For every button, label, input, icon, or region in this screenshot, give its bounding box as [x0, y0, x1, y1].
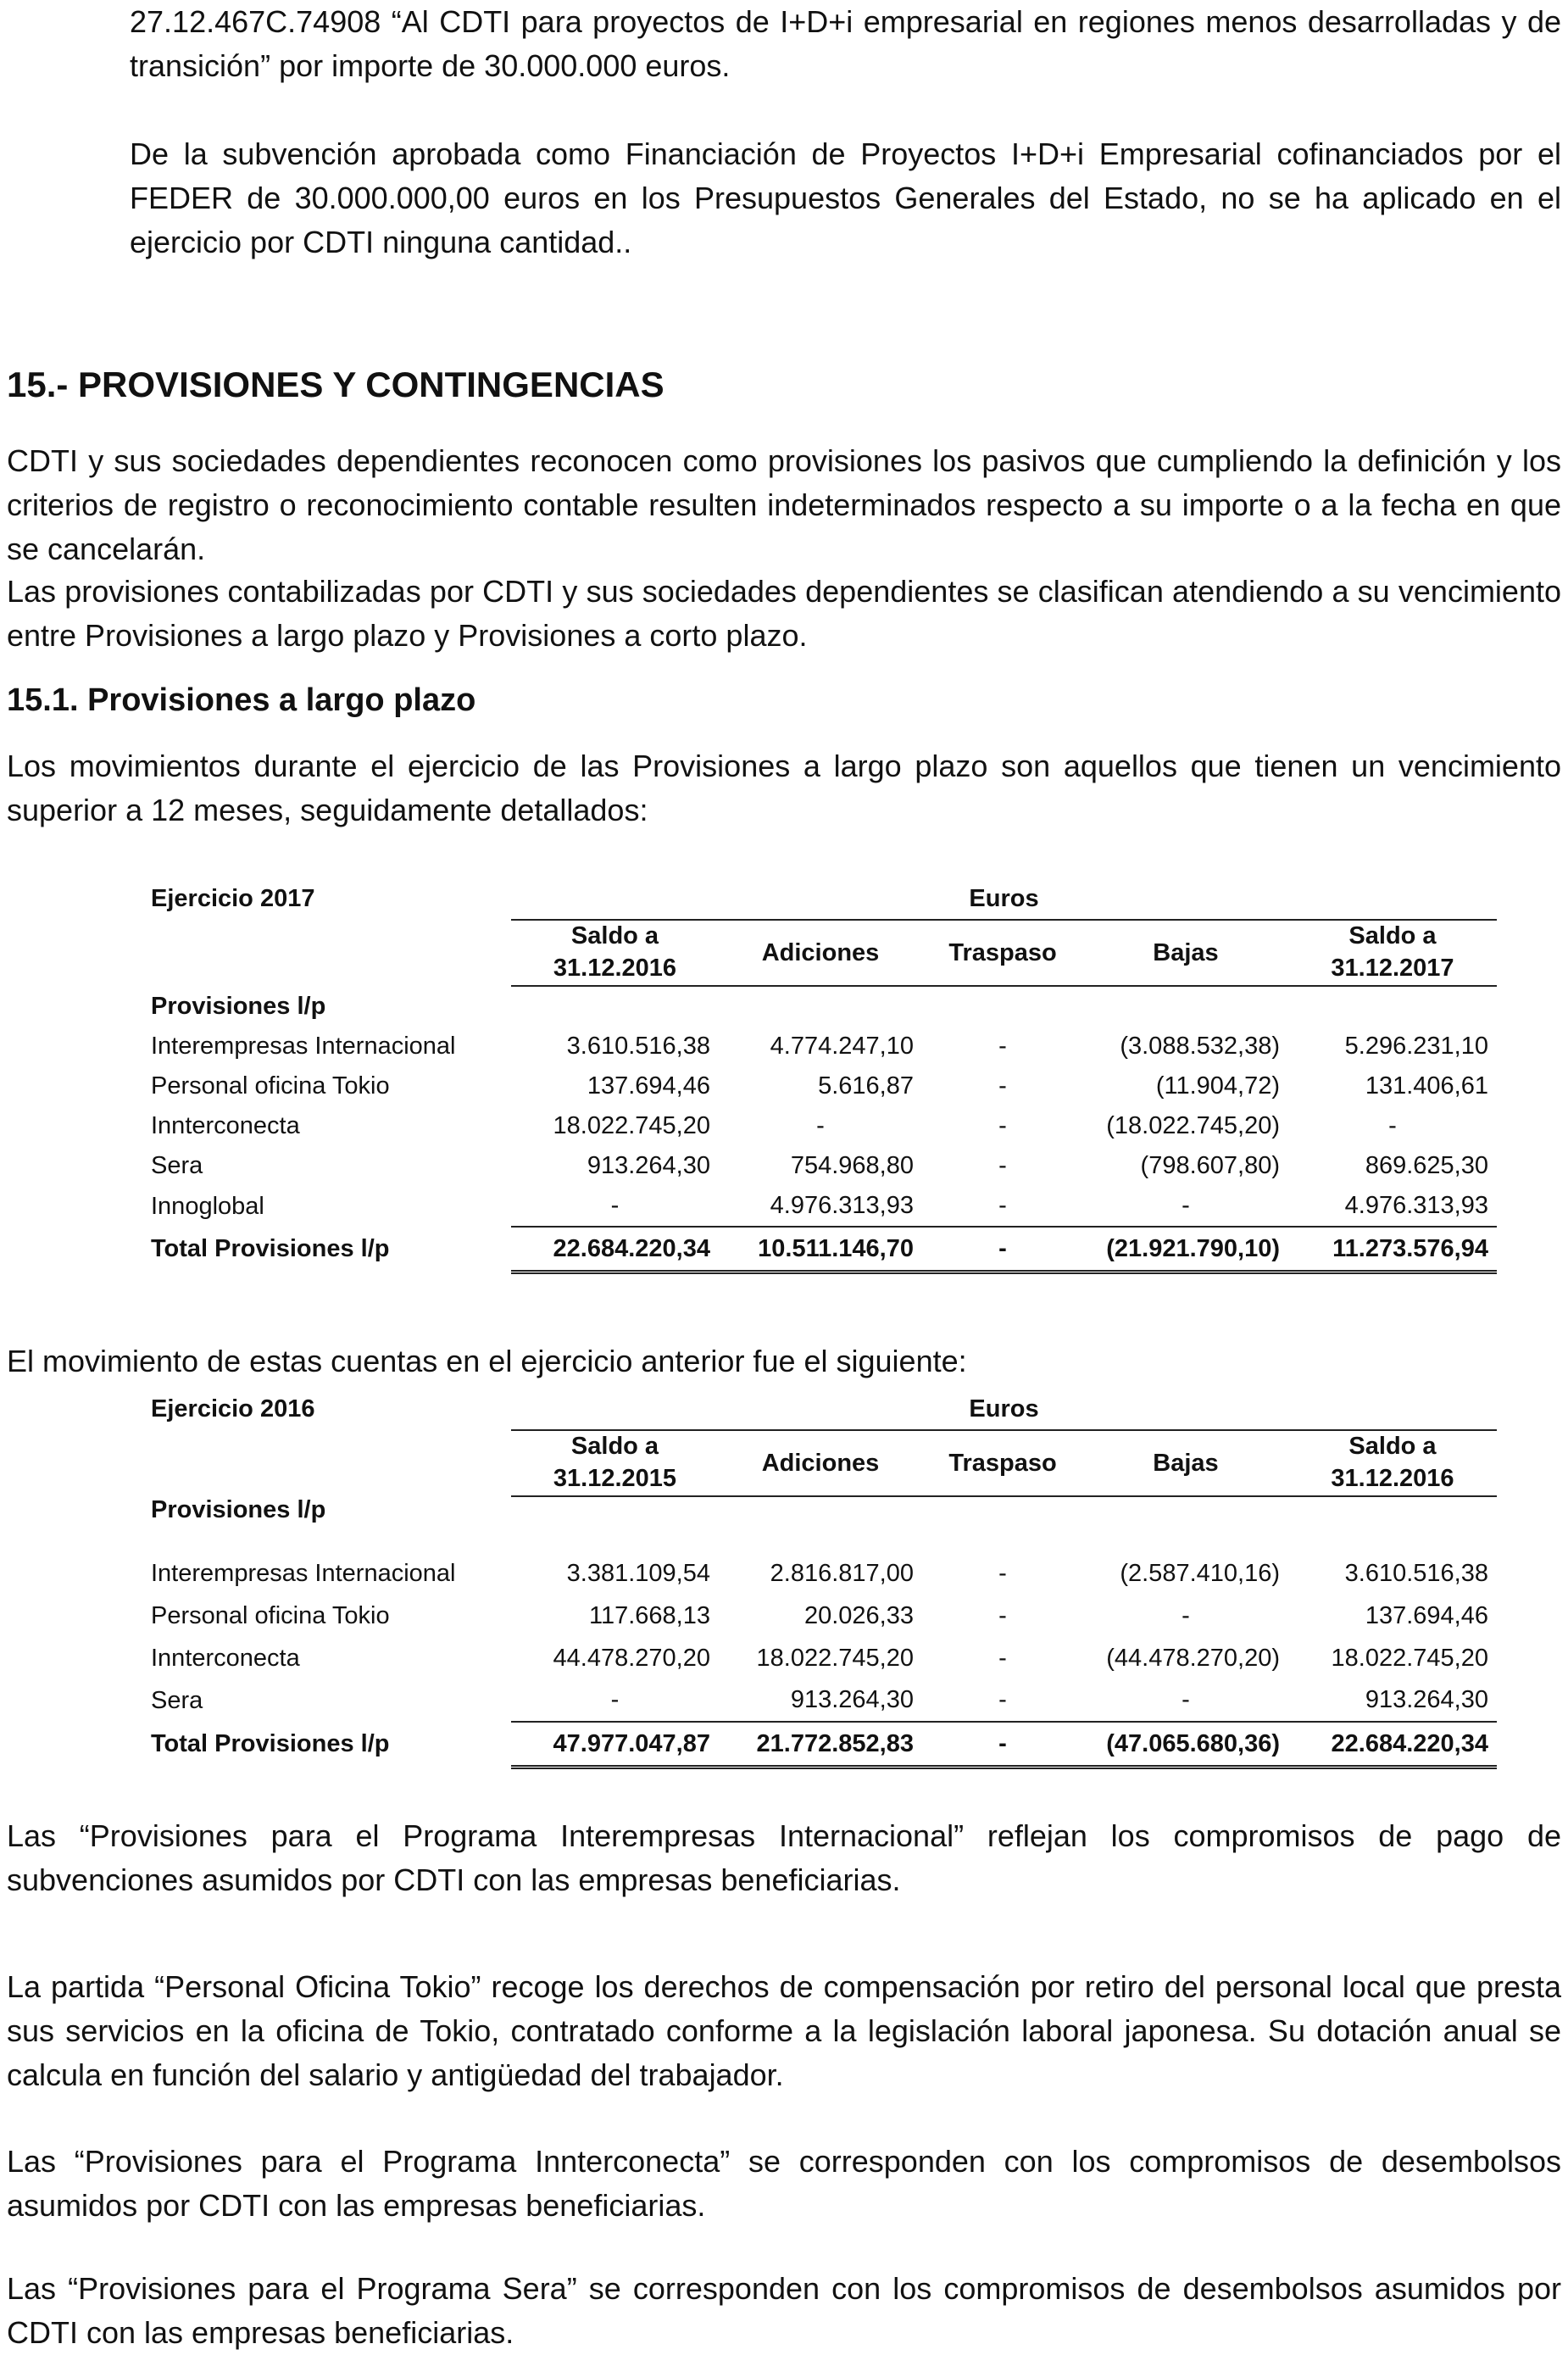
table-row — [146, 1106, 1497, 1146]
cell-value: 913.264,30 — [790, 1686, 914, 1713]
cell-value: (18.022.745,20) — [1106, 1112, 1280, 1139]
intro-subsidy-paragraph: De la subvención aprobada como Financiación de Proyectos I+D+i Empresarial cofinanciados por el FEDER de 30.000.000,00 euros en los Presupuestos Generales del Estado, no se ha aplicado en el ejercicio por CDTI ninguna cantidad.. — [130, 136, 1561, 259]
cell-value: - — [610, 1686, 620, 1713]
cell-value: 869.625,30 — [1365, 1152, 1488, 1179]
row-label: Personal oficina Tokio — [151, 1072, 390, 1100]
table-row — [146, 1552, 1497, 1595]
col-transfer-header: Traspaso — [922, 920, 1083, 986]
provisions-table-2016 — [146, 1389, 1497, 1769]
total-value: - — [922, 1227, 1083, 1272]
col-opening-balance-date: 31.12.2016 — [511, 951, 719, 986]
cell-value: - — [1182, 1192, 1190, 1219]
table-caption: Ejercicio 2017 — [151, 885, 315, 912]
cell-value: 137.694,46 — [1365, 1601, 1488, 1629]
cell-value: - — [816, 1112, 825, 1139]
row-label: Innterconecta — [151, 1112, 300, 1139]
col-disposals-header: Bajas — [1083, 920, 1288, 986]
col-disposals-header: Bajas — [1083, 1430, 1288, 1496]
cell-value: 20.026,33 — [803, 1601, 914, 1629]
intro-budget-line: 27.12.467C.74908 “Al CDTI para proyectos de I+D+i empresarial en regiones menos desarrolladas y de transición” por importe de 30.000.000 euros. — [130, 4, 1561, 83]
cell-value: 44.478.270,20 — [553, 1644, 710, 1672]
provisions-definition-paragraph: CDTI y sus sociedades dependientes reconocen como provisiones los pasivos que cumpliendo la definición y los criterios de registro o reconocimiento contable resulten indeterminados respecto a su importe o a la fecha en que se cancelarán. — [7, 443, 1561, 566]
table-total-row — [146, 1722, 1497, 1768]
cell-value: 5.296.231,10 — [1344, 1033, 1488, 1060]
cell-value: 913.264,30 — [587, 1152, 710, 1179]
cell-value: (44.478.270,20) — [1106, 1644, 1280, 1672]
section-title: 15.- PROVISIONES Y CONTINGENCIAS — [7, 365, 664, 404]
row-label: Interempresas Internacional — [151, 1559, 456, 1587]
col-opening-balance-label: Saldo a — [570, 922, 659, 949]
table-caption: Ejercicio 2016 — [151, 1395, 315, 1422]
total-label: Total Provisiones l/p — [151, 1235, 390, 1263]
table-row — [146, 1679, 1497, 1722]
col-additions-header: Adiciones — [719, 1430, 922, 1496]
sera-paragraph: Las “Provisiones para el Programa Sera” se corresponden con los compromisos de desembolsos asumidos por CDTI con las empresas beneficiarias. — [7, 2271, 1561, 2350]
provisions-classification-paragraph: Las provisiones contabilizadas por CDTI y sus sociedades dependientes se clasifican atendiendo a su vencimiento entre Provisiones a largo plazo y Provisiones a corto plazo. — [7, 574, 1561, 653]
table-row — [146, 1637, 1497, 1679]
col-closing-balance-label: Saldo a — [1348, 922, 1437, 949]
cell-value: - — [998, 1192, 1007, 1219]
table-row — [146, 1186, 1497, 1227]
cell-value: 18.022.745,20 — [756, 1644, 914, 1672]
cell-value: 4.774.247,10 — [770, 1033, 914, 1060]
interempresas-paragraph: Las “Provisiones para el Programa Interempresas Internacional” reflejan los compromisos de pago de subvenciones asumidos por CDTI con las empresas beneficiarias. — [7, 1818, 1561, 1897]
table-row — [146, 1595, 1497, 1637]
cell-value: - — [998, 1686, 1007, 1713]
group-label: Provisiones l/p — [151, 992, 326, 1020]
cell-value: - — [998, 1601, 1007, 1629]
cell-value: - — [1182, 1686, 1190, 1713]
cell-value: - — [998, 1152, 1007, 1179]
cell-value: 3.610.516,38 — [566, 1033, 710, 1060]
total-value: 11.273.576,94 — [1288, 1227, 1497, 1272]
cell-value: (798.607,80) — [1140, 1152, 1280, 1179]
col-additions-header: Adiciones — [719, 920, 922, 986]
cell-value: 18.022.745,20 — [553, 1112, 710, 1139]
col-transfer-header: Traspaso — [922, 1430, 1083, 1496]
cell-value: - — [998, 1072, 1007, 1100]
group-label: Provisiones l/p — [151, 1496, 326, 1523]
cell-value: 3.610.516,38 — [1344, 1559, 1488, 1587]
cell-value: - — [998, 1559, 1007, 1587]
cell-value: 754.968,80 — [790, 1152, 914, 1179]
table-row — [146, 1146, 1497, 1186]
total-value: (21.921.790,10) — [1083, 1227, 1288, 1272]
cell-value: 18.022.745,20 — [1331, 1644, 1488, 1672]
cell-value: 2.816.817,00 — [770, 1559, 914, 1587]
cell-value: 137.694,46 — [587, 1072, 710, 1100]
col-closing-balance-label: Saldo a — [1348, 1433, 1437, 1460]
row-label: Interempresas Internacional — [151, 1033, 456, 1060]
table-total-row — [146, 1227, 1497, 1272]
cell-value: - — [1388, 1112, 1397, 1139]
subsection-title: 15.1. Provisiones a largo plazo — [7, 682, 476, 718]
cell-value: - — [1182, 1601, 1190, 1629]
provisions-table-2017 — [146, 878, 1497, 1274]
cell-value: (11.904,72) — [1155, 1072, 1280, 1100]
total-label: Total Provisiones l/p — [151, 1730, 390, 1758]
total-value: 21.772.852,83 — [719, 1722, 922, 1768]
cell-value: 5.616,87 — [818, 1072, 914, 1100]
cell-value: 913.264,30 — [1365, 1686, 1488, 1713]
cell-value: (3.088.532,38) — [1120, 1033, 1280, 1060]
currency-header: Euros — [511, 878, 1497, 920]
col-opening-balance-date: 31.12.2015 — [511, 1461, 719, 1496]
col-closing-balance-date: 31.12.2016 — [1288, 1461, 1497, 1496]
cell-value: - — [998, 1033, 1007, 1060]
col-opening-balance-label: Saldo a — [570, 1433, 659, 1460]
innterconecta-paragraph: Las “Provisiones para el Programa Innterconecta” se corresponden con los compromisos de desembolsos asumidos por CDTI con las empresas beneficiarias. — [7, 2144, 1561, 2223]
total-value: 10.511.146,70 — [719, 1227, 922, 1272]
total-value: (47.065.680,36) — [1083, 1722, 1288, 1768]
cell-value: - — [998, 1644, 1007, 1672]
cell-value: 3.381.109,54 — [566, 1559, 710, 1587]
movements-intro-paragraph: Los movimientos durante el ejercicio de las Provisiones a largo plazo son aquellos que tienen un vencimiento superior a 12 meses, seguidamente detallados: — [7, 749, 1561, 827]
row-label: Innoglobal — [151, 1192, 264, 1220]
previous-year-intro: El movimiento de estas cuentas en el ejercicio anterior fue el siguiente: — [7, 1344, 967, 1378]
currency-header: Euros — [511, 1389, 1497, 1430]
cell-value: - — [610, 1192, 620, 1219]
total-value: 22.684.220,34 — [511, 1227, 719, 1272]
cell-value: 4.976.313,93 — [770, 1192, 914, 1219]
row-label: Sera — [151, 1152, 203, 1179]
cell-value: - — [998, 1112, 1007, 1139]
total-value: - — [922, 1722, 1083, 1768]
table-row — [146, 1027, 1497, 1066]
cell-value: 131.406,61 — [1365, 1072, 1488, 1100]
total-value: 22.684.220,34 — [1288, 1722, 1497, 1768]
row-label: Innterconecta — [151, 1644, 300, 1672]
cell-value: 117.668,13 — [589, 1601, 710, 1629]
row-label: Personal oficina Tokio — [151, 1601, 390, 1629]
total-value: 47.977.047,87 — [511, 1722, 719, 1768]
tokio-paragraph: La partida “Personal Oficina Tokio” recoge los derechos de compensación por retiro del personal local que presta sus servicios en la oficina de Tokio, contratado conforme a la legislación laboral japonesa. Su dotación anual se calcula en función del salario y antigüedad del trabajador. — [7, 1969, 1561, 2092]
cell-value: (2.587.410,16) — [1120, 1559, 1280, 1587]
col-closing-balance-date: 31.12.2017 — [1288, 951, 1497, 986]
table-row — [146, 1066, 1497, 1106]
row-label: Sera — [151, 1686, 203, 1714]
cell-value: 4.976.313,93 — [1344, 1192, 1488, 1219]
